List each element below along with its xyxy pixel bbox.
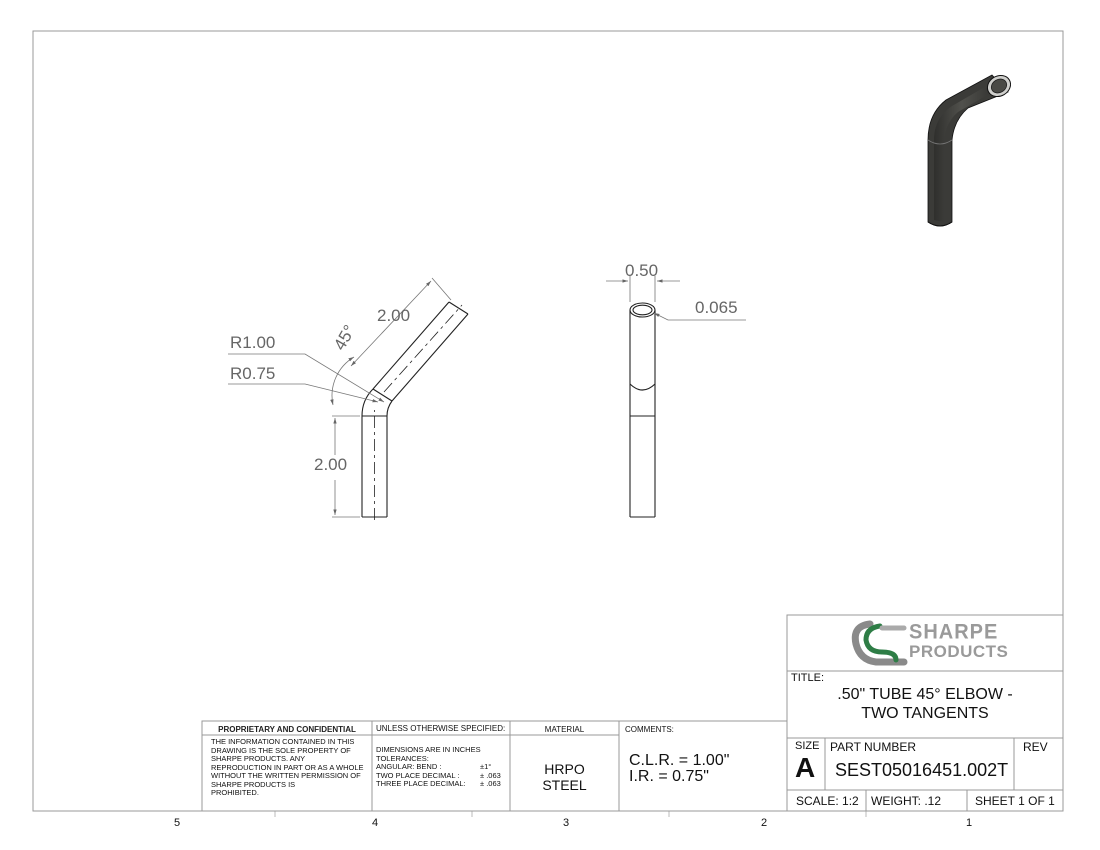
proprietary-line: REPRODUCTION IN PART OR AS A WHOLE bbox=[211, 762, 364, 772]
size-value: A bbox=[795, 752, 816, 783]
logo-text-line1: SHARPE bbox=[909, 620, 999, 644]
front-view-dimensions bbox=[228, 278, 451, 517]
dim-inner-radius: R0.75 bbox=[230, 364, 276, 383]
size-label: SIZE bbox=[795, 740, 820, 752]
sheet-number: SHEET 1 OF 1 bbox=[975, 794, 1055, 808]
comments-header: COMMENTS: bbox=[625, 725, 674, 734]
dim-tube-od: 0.50 bbox=[625, 261, 659, 280]
dim-bend-angle: 45° bbox=[330, 321, 360, 354]
side-view bbox=[630, 303, 655, 517]
drawing-title-line1: .50" TUBE 45° ELBOW - bbox=[837, 686, 1013, 703]
tolerance-value: ±1° bbox=[480, 762, 492, 771]
proprietary-line: PROHIBITED. bbox=[211, 788, 259, 797]
dim-straight-length: 2.00 bbox=[314, 455, 348, 474]
zone-label: 3 bbox=[563, 817, 570, 829]
material-line1: HRPO bbox=[544, 761, 585, 777]
part-number: SEST05016451.002T bbox=[835, 760, 1009, 780]
unless-header: UNLESS OTHERWISE SPECIFIED: bbox=[376, 724, 506, 733]
front-view bbox=[362, 302, 468, 520]
tolerance-notes bbox=[376, 746, 486, 789]
logo-mark bbox=[855, 624, 904, 662]
proprietary-line: SHARPE PRODUCTS. ANY bbox=[211, 754, 306, 763]
part-number-label: PART NUMBER bbox=[830, 740, 917, 754]
isometric-view bbox=[928, 71, 1014, 226]
comment-clr: C.L.R. = 1.00" bbox=[629, 752, 730, 769]
tolerance-value: ± .063 bbox=[480, 770, 501, 780]
material-line2: STEEL bbox=[542, 777, 587, 793]
logo-text-line2: PRODUCTS bbox=[909, 642, 1009, 661]
material-header: MATERIAL bbox=[544, 725, 585, 734]
proprietary-notice bbox=[211, 738, 371, 798]
proprietary-line: WITHOUT THE WRITTEN PERMISSION OF bbox=[211, 771, 361, 780]
zone-label: 4 bbox=[372, 817, 379, 829]
tolerance-line: TOLERANCES: bbox=[376, 753, 429, 763]
weight: WEIGHT: .12 bbox=[871, 794, 942, 808]
tolerance-line: THREE PLACE DECIMAL: bbox=[376, 779, 466, 788]
drawing-title-line2: TWO TANGENTS bbox=[861, 705, 989, 722]
zone-label: 5 bbox=[174, 817, 181, 829]
zone-ticks bbox=[275, 811, 866, 817]
scale: SCALE: 1:2 bbox=[796, 794, 859, 808]
tolerance-value: ± .063 bbox=[480, 779, 501, 788]
zone-label: 1 bbox=[966, 817, 973, 829]
dim-angled-length: 2.00 bbox=[377, 306, 411, 325]
rev-label: REV bbox=[1023, 740, 1048, 754]
proprietary-line: THE INFORMATION CONTAINED IN THIS bbox=[211, 737, 355, 746]
zone-label: 2 bbox=[761, 817, 768, 829]
tolerance-values bbox=[480, 763, 510, 789]
tolerance-line: ANGULAR: BEND : bbox=[376, 762, 442, 771]
dim-wall-thickness: 0.065 bbox=[695, 298, 738, 317]
comment-ir: I.R. = 0.75" bbox=[629, 768, 709, 785]
dim-outer-radius: R1.00 bbox=[230, 333, 276, 352]
proprietary-line: DRAWING IS THE SOLE PROPERTY OF bbox=[211, 745, 351, 755]
proprietary-header: PROPRIETARY AND CONFIDENTIAL bbox=[218, 725, 356, 734]
proprietary-line: SHARPE PRODUCTS IS bbox=[211, 779, 296, 789]
tolerance-line: TWO PLACE DECIMAL : bbox=[376, 770, 460, 780]
tolerance-line: DIMENSIONS ARE IN INCHES bbox=[376, 745, 481, 754]
title-label: TITLE: bbox=[791, 672, 825, 684]
